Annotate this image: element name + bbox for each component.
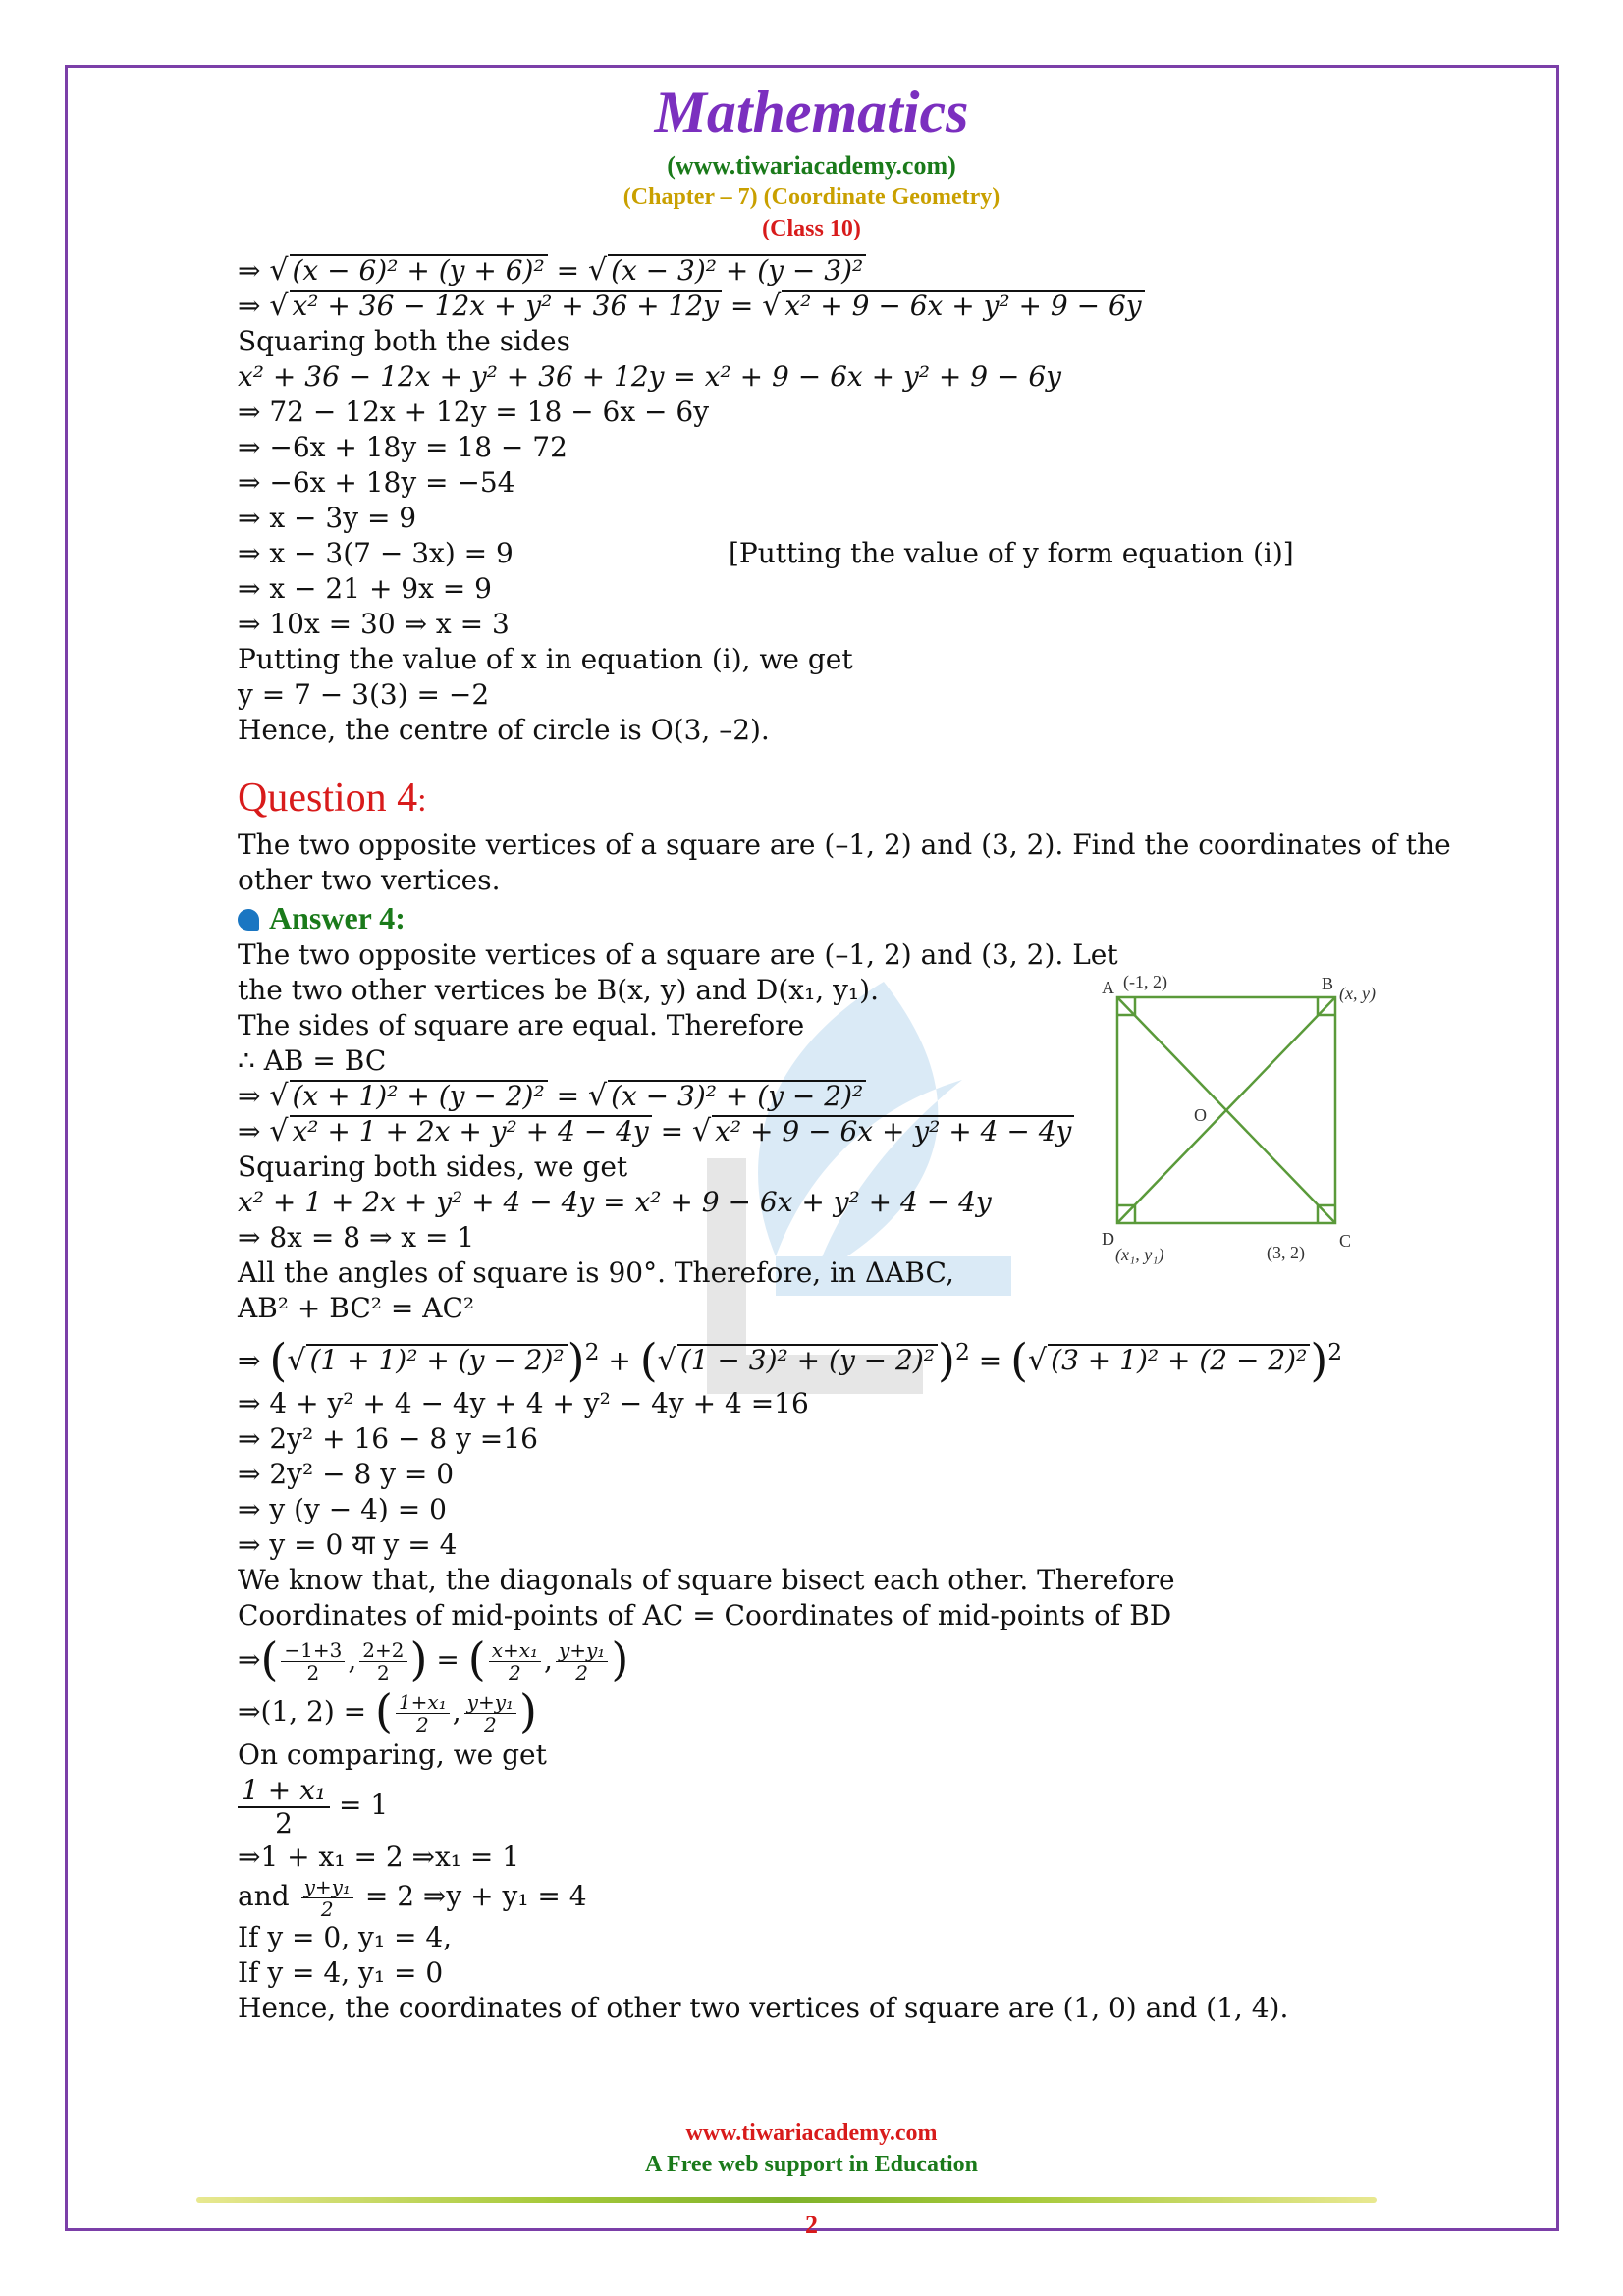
footer-url: www.tiwariacademy.com <box>685 2120 938 2146</box>
math-line: ⇒ y (y − 4) = 0 <box>238 1493 447 1526</box>
math-line: ⇒ (√ (1 + 1)² + (y − 2)²)$^2$ + (√ (1 − 3)² + (y − 2)²)$^2$ = (√ (3 + 1)² + (2 − 2)²)$^2$ <box>238 1333 1343 1387</box>
center-o-label: O <box>1194 1105 1207 1125</box>
math-line: ⇒ √ x² + 1 + 2x + y² + 4 − 4y = √ x² + 9 − 6x + y² + 4 − 4y <box>238 1114 1386 1149</box>
question-heading: Question 4: <box>238 775 427 821</box>
math-line: x² + 36 − 12x + y² + 36 + 12y = x² + 9 − 6x + y² + 9 − 6y <box>238 360 1061 393</box>
answer-heading: Answer 4: <box>238 898 1386 937</box>
header-chapter: (Chapter – 7) (Coordinate Geometry) <box>622 185 1001 210</box>
text-line: Coordinates of mid-points of AC = Coordinates of mid-points of BD <box>238 1599 1172 1632</box>
header-url: (www.tiwariacademy.com) <box>667 151 956 180</box>
text-line: All the angles of square is 90°. Therefore, in ΔABC, <box>238 1256 954 1289</box>
square-diagram <box>1100 968 1394 1282</box>
vertex-b-label: B <box>1322 974 1334 993</box>
math-line: ⇒ x − 3y = 9 <box>238 502 417 534</box>
sqrt-icon: √ <box>587 253 608 288</box>
tiwari-logo-icon <box>238 909 259 931</box>
math-line: $\frac{\text{1 + x₁}}{2}$ = 1 <box>238 1773 1386 1840</box>
vertex-d-coord: (x₁, y₁) <box>1115 1245 1164 1264</box>
vertex-b-coord: (x, y) <box>1339 984 1376 1003</box>
math-line: and $\frac{\text{y+y₁}}{2}$ = 2 ⇒y + y₁ = 4 <box>238 1874 587 1921</box>
question-text: other two vertices. <box>238 864 501 896</box>
math-line: ⇒ 4 + y² + 4 − 4y + 4 + y² − 4y + 4 =16 <box>238 1387 809 1420</box>
sqrt-icon: √ <box>269 1114 289 1148</box>
vertex-a-coord: (-1, 2) <box>1123 972 1167 991</box>
page-title: Mathematics <box>654 80 969 144</box>
sqrt-icon: √ <box>692 1114 712 1148</box>
math-line: If y = 0, y₁ = 4, <box>238 1920 453 1953</box>
math-line: AB² + BC² = AC² <box>238 1292 475 1324</box>
sqrt-icon: √ <box>269 253 289 288</box>
math-line: ⇒ −6x + 18y = −54 <box>238 466 515 499</box>
header-class: (Class 10) <box>762 216 861 241</box>
page-number: 2 <box>805 2211 818 2239</box>
sqrt-icon: √ <box>269 1079 289 1113</box>
math-line: ⇒ x − 3(7 − 3x) = 9 [Putting the value of y form equation (i)] <box>238 537 1294 569</box>
footer-tagline: A Free web support in Education <box>645 2152 978 2177</box>
text-line: Squaring both the sides <box>238 325 570 357</box>
math-line: ⇒ 72 − 12x + 12y = 18 − 6x − 6y <box>238 396 710 428</box>
text-line: Hence, the centre of circle is O(3, –2). <box>238 714 770 746</box>
vertex-a-label: A <box>1102 978 1114 997</box>
text-line: The two opposite vertices of a square are (–1, 2) and (3, 2). Let <box>238 938 1118 971</box>
text-line: Putting the value of x in equation (i), we get <box>238 643 853 675</box>
sqrt-icon: √ <box>269 289 289 323</box>
text-line: ∴ AB = BC <box>238 1044 387 1077</box>
vertex-c-label: C <box>1339 1231 1352 1251</box>
text-line: On comparing, we get <box>238 1738 547 1772</box>
math-line: y = 7 − 3(3) = −2 <box>238 678 490 711</box>
text-line: Hence, the coordinates of other two vertices of square are (1, 0) and (1, 4). <box>238 1991 1289 2024</box>
math-line: ⇒ 2y² − 8 y = 0 <box>238 1458 455 1491</box>
vertex-c-coord: (3, 2) <box>1267 1243 1305 1262</box>
side-note: [Putting the value of y form equation (i)] <box>729 537 1294 569</box>
math-line: ⇒(1, 2) = ( $\frac{\text{1+x₁}}{2}$ , $\frac{\text{y+y₁}}{2}$ ) <box>238 1684 537 1738</box>
vertex-d-label: D <box>1102 1229 1114 1249</box>
text-line: Squaring both sides, we get <box>238 1150 628 1183</box>
math-line: ⇒ 8x = 8 ⇒ x = 1 <box>238 1221 475 1254</box>
math-line: x² + 1 + 2x + y² + 4 − 4y = x² + 9 − 6x + y² + 4 − 4y <box>238 1186 992 1218</box>
math-line: ⇒( $\frac{-1+3}{2}$ , $\frac{2+2}{2}$ ) = ( $\frac{\text{x+x₁}}{2}$ , $\frac{\text{y+y₁}}{2}$ ) <box>238 1632 629 1686</box>
math-line: If y = 4, y₁ = 0 <box>238 1955 444 1989</box>
math-line: ⇒1 + x₁ = 2 ⇒x₁ = 1 <box>238 1840 520 1873</box>
footer-divider <box>196 2197 1377 2203</box>
question-text: The two opposite vertices of a square are (–1, 2) and (3, 2). Find the coordinates of the <box>238 828 1451 861</box>
math-line: ⇒ 2y² + 16 − 8 y =16 <box>238 1422 538 1456</box>
math-line: ⇒ y = 0 या y = 4 <box>238 1528 458 1562</box>
math-line: ⇒ √ (x + 1)² + (y − 2)² = √ (x − 3)² + (y − 2)² <box>238 1079 1386 1114</box>
text-line: the two other vertices be B(x, y) and D(x₁, y₁). <box>238 974 879 1006</box>
math-line: ⇒ √ (x − 6)² + (y + 6)² = √ (x − 3)² + (y − 3)² <box>238 253 1386 289</box>
sqrt-icon: √ <box>657 1343 676 1378</box>
sqrt-icon: √ <box>762 289 782 323</box>
math-line: ⇒ 10x = 30 ⇒ x = 3 <box>238 608 510 640</box>
text-line: We know that, the diagonals of square bisect each other. Therefore <box>238 1564 1175 1597</box>
math-line: ⇒ −6x + 18y = 18 − 72 <box>238 431 568 463</box>
math-line: ⇒ x − 21 + 9x = 9 <box>238 572 492 605</box>
sqrt-icon: √ <box>1028 1343 1048 1378</box>
text-line: The sides of square are equal. Therefore <box>238 1009 805 1041</box>
math-line: ⇒ √ x² + 36 − 12x + y² + 36 + 12y = √ x² + 9 − 6x + y² + 9 − 6y <box>238 289 1386 324</box>
sqrt-icon: √ <box>287 1343 306 1378</box>
sqrt-icon: √ <box>587 1079 608 1113</box>
